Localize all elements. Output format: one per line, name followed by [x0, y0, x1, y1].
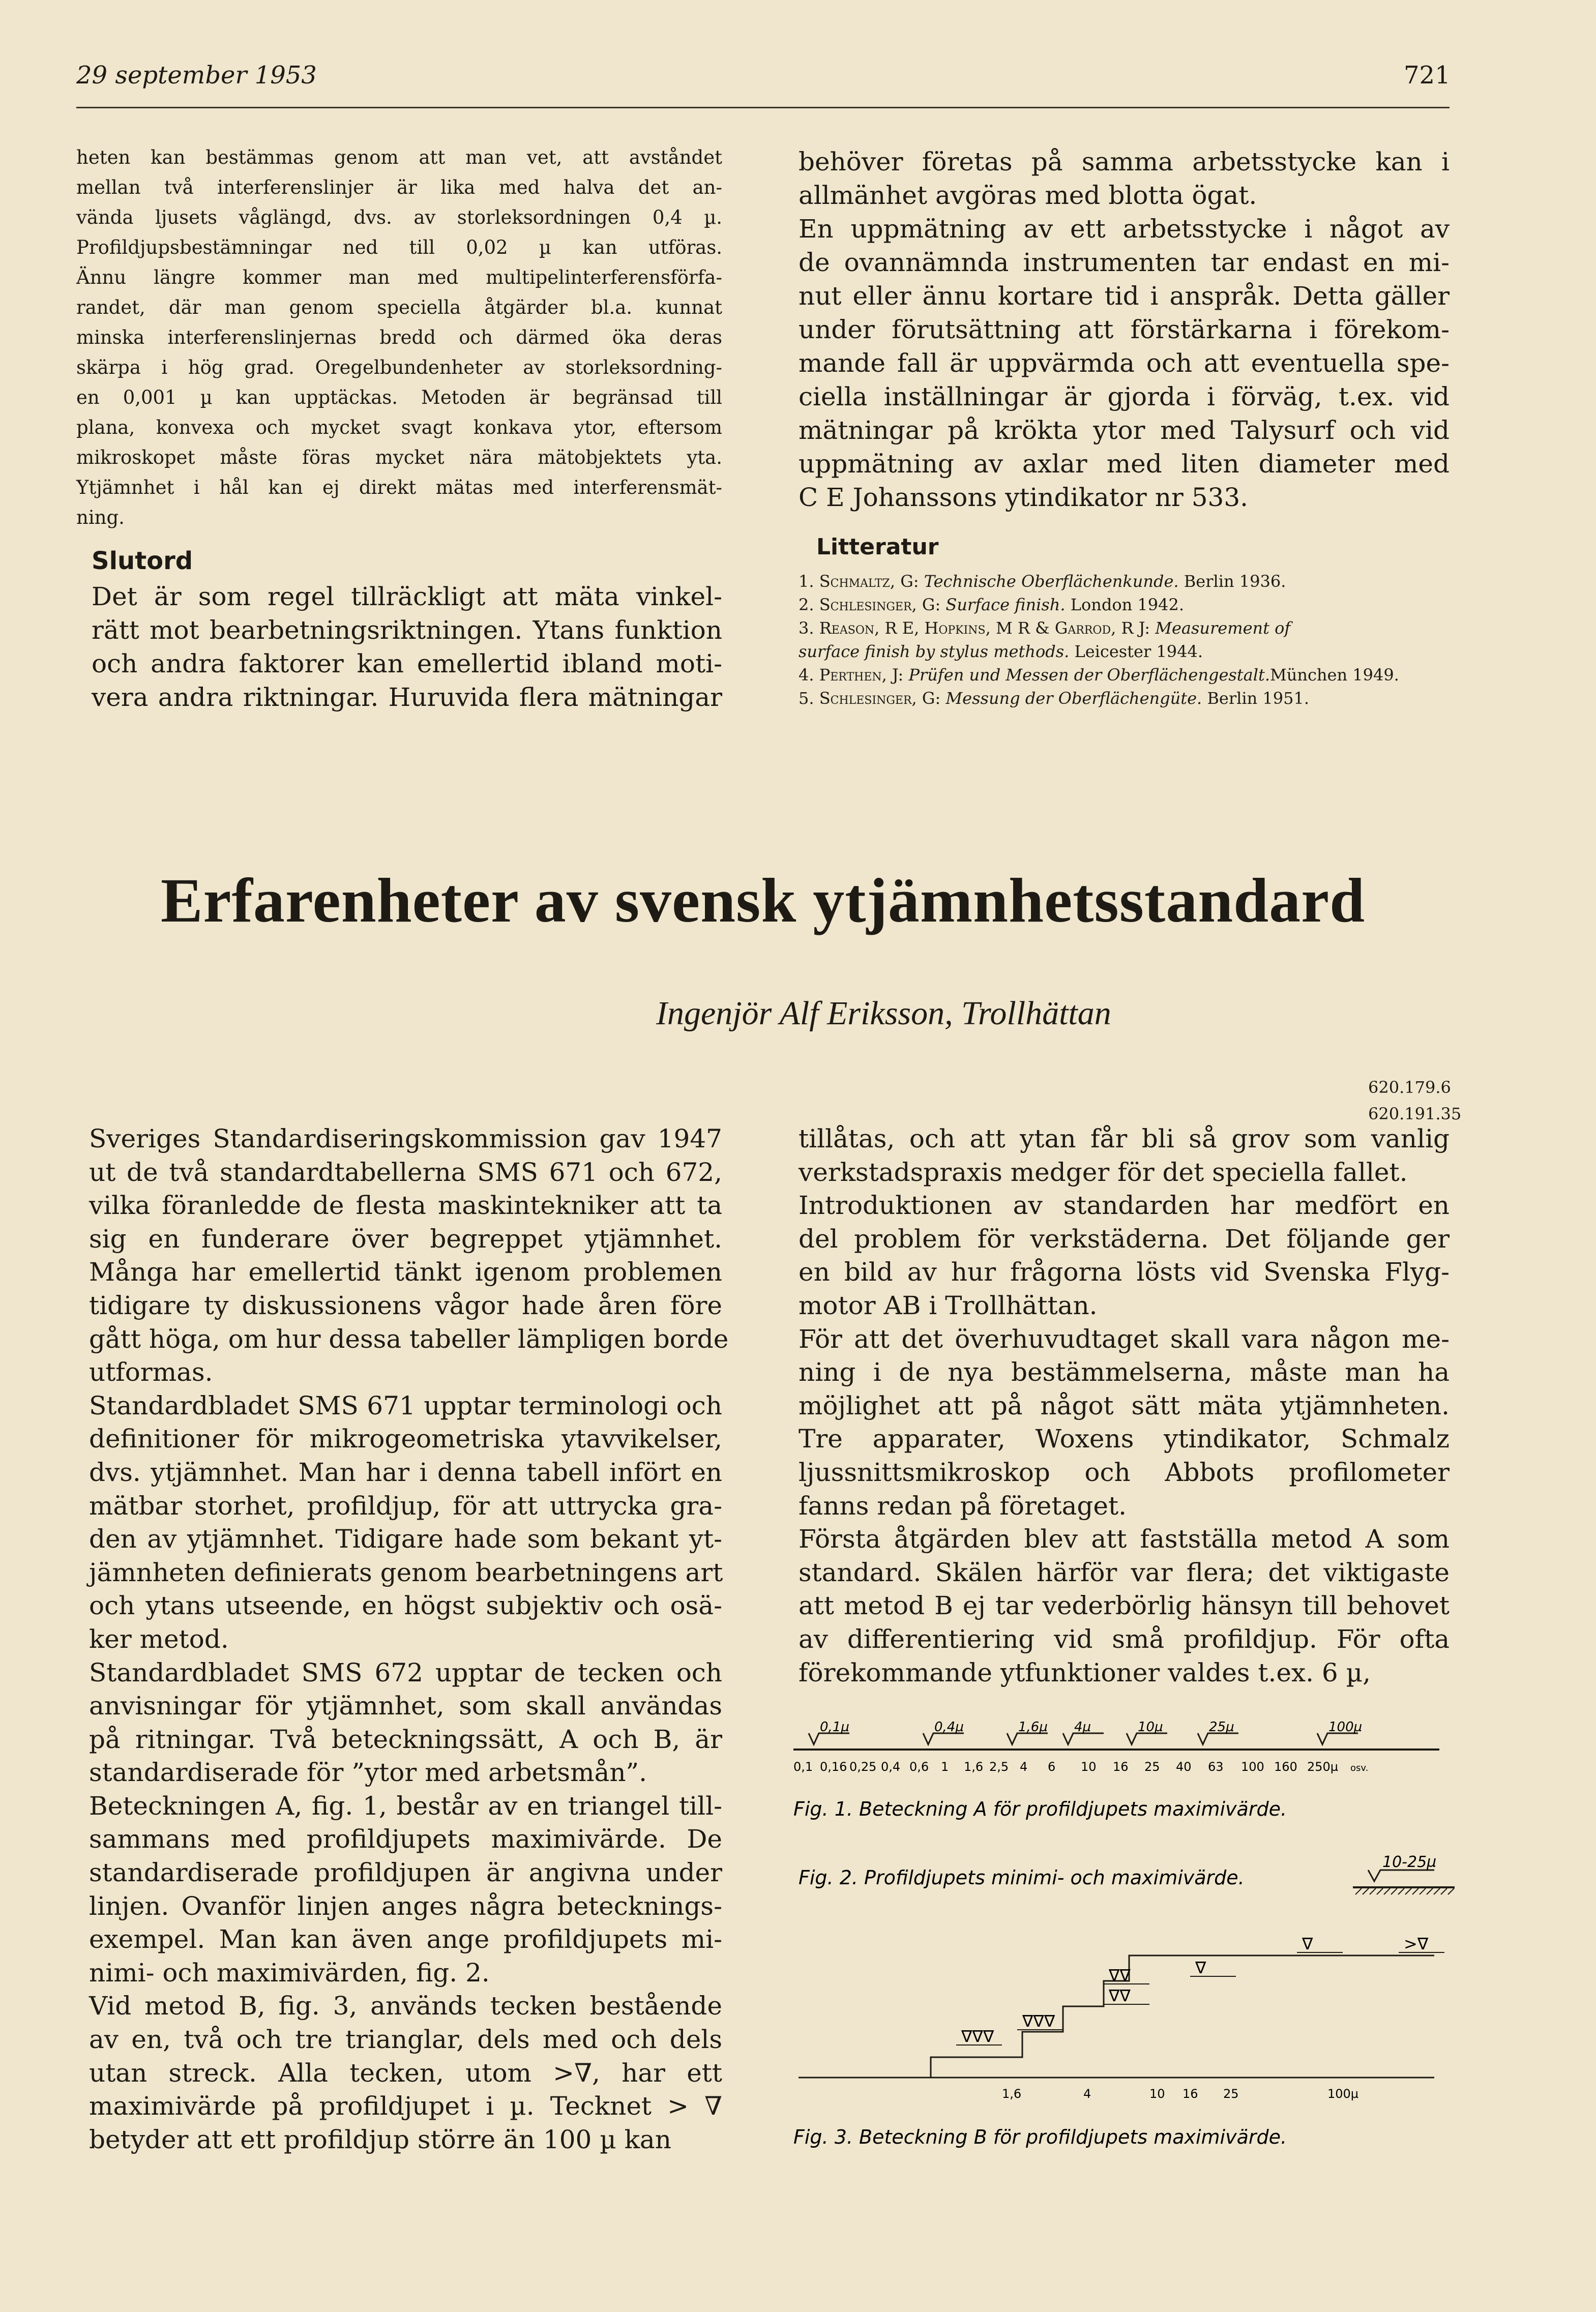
text-line: vera andra riktningar. Huruvida flera mätningar: [92, 683, 722, 712]
slutord-paragraph: [92, 580, 722, 714]
surface-symbol-icon: [1368, 1870, 1434, 1881]
surface-symbol-icon: [1198, 1733, 1238, 1744]
surface-symbol-icon: [809, 1733, 849, 1744]
fig3-scale-label: 10: [1149, 2087, 1165, 2101]
fig1-scale-label: 160: [1274, 1760, 1297, 1774]
reference-item: 4. Perthen, J: Prüfen und Messen der Oberflächengestalt.München 1949.: [799, 665, 1399, 685]
fig1-symbol: [1063, 1720, 1104, 1744]
fig1-scale-label: 1: [941, 1760, 949, 1774]
fig3-symbol-text: ∇∇∇: [1022, 2011, 1055, 2031]
text-line: förekommande ytfunktioner valdes t.ex. 6 µ,: [799, 1657, 1371, 1687]
fig3-scale-label: 1,6: [1002, 2087, 1022, 2101]
fig3-symbol: [1017, 2011, 1063, 2031]
udc-classification: [1368, 1074, 1462, 1127]
text-line: nut eller ännu kortare tid i anspråk. Detta gäller: [799, 281, 1450, 311]
text-line: mikroskopet måste föras mycket nära mätobjektets yta.: [76, 447, 722, 468]
fig3-symbol-text: ∇∇∇: [961, 2027, 994, 2046]
surface-symbol-icon: [1127, 1733, 1167, 1744]
fig1-scale-label: 63: [1208, 1760, 1224, 1774]
text-line: verkstadspraxis medger för det speciella fallet.: [799, 1157, 1408, 1187]
fig2-caption: Fig. 2. Profildjupets minimi- och maximivärde.: [799, 1866, 1245, 1889]
fig3-scale-label: 25: [1223, 2087, 1239, 2101]
hatch-line: [1370, 1888, 1376, 1894]
fig3-scale-label: 100µ: [1327, 2087, 1359, 2101]
hatch-line: [1420, 1888, 1426, 1894]
fig1-symbol-label: 25µ: [1209, 1720, 1234, 1735]
fig1-scale-label: 0,16: [820, 1760, 847, 1774]
fig1-scale-label: 0,6: [909, 1760, 929, 1774]
running-header-date: 29 september 1953: [76, 61, 317, 90]
reference-item: 1. Schmaltz, G: Technische Oberflächenkunde. Berlin 1936.: [799, 572, 1286, 591]
text-line: ciella inställningar är gjorda i förväg, t.ex. vid: [799, 382, 1450, 411]
text-line: exempel. Man kan även ange profildjupets mi-: [89, 1924, 722, 1954]
fig3-caption: Fig. 3. Beteckning B för profildjupets maximivärde.: [793, 2126, 1287, 2148]
fig3-symbol: [1399, 1934, 1444, 1953]
text-line: definitioner för mikrogeometriska ytavvikelser,: [89, 1424, 722, 1454]
article-column-1: [89, 1122, 729, 2156]
fig3-scale-label: 16: [1183, 2087, 1198, 2101]
text-line: Profildjupsbestämningar ned till 0,02 µ kan utföras.: [76, 236, 722, 258]
text-line: Många har emellertid tänkt igenom problemen: [89, 1257, 722, 1287]
hatch-line: [1427, 1888, 1433, 1894]
fig1-caption: Fig. 1. Beteckning A för profildjupets maximivärde.: [793, 1798, 1287, 1820]
text-line: betyder att ett profildjup större än 100 µ kan: [89, 2124, 671, 2154]
text-line: den av ytjämnhet. Tidigare hade som bekant yt-: [89, 1524, 722, 1554]
text-line: utformas.: [89, 1357, 213, 1387]
fig1-symbol-label: 4µ: [1074, 1720, 1091, 1735]
text-line: dvs. ytjämnhet. Man har i denna tabell infört en: [89, 1457, 722, 1487]
text-line: Standardbladet SMS 671 upptar terminologi och: [89, 1390, 722, 1420]
fig1-symbol: [1198, 1720, 1238, 1744]
text-line: och andra faktorer kan emellertid ibland moti-: [92, 649, 722, 678]
text-line: allmänhet avgöras med blotta ögat.: [799, 181, 1257, 210]
text-line: nimi- och maximivärden, fig. 2.: [89, 1958, 490, 1988]
fig1-scale-label: 10: [1081, 1760, 1097, 1774]
text-line: Beteckningen A, fig. 1, består av en triangel till-: [89, 1791, 722, 1821]
text-line: under förutsättning att förstärkarna i förekom-: [799, 315, 1450, 344]
fig2-symbol: [1353, 1853, 1455, 1894]
fig1-symbol-label: 0,4µ: [934, 1720, 964, 1735]
text-line: sammans med profildjupets maximivärde. De: [89, 1824, 722, 1854]
figure-2: [793, 1849, 1465, 1905]
article-column-2: [799, 1122, 1450, 1689]
text-line: mande fall är uppvärmda och att eventuella spe-: [799, 348, 1450, 378]
text-line: och ytans utseende, en högst subjektiv och osä-: [89, 1591, 722, 1621]
fig1-scale-label: 0,25: [849, 1760, 877, 1774]
hatch-line: [1448, 1888, 1454, 1894]
text-line: tillåtas, och att ytan får bli så grov som vanlig: [799, 1124, 1450, 1153]
hatch-line: [1405, 1888, 1411, 1894]
surface-symbol-icon: [923, 1733, 964, 1744]
fig3-symbol: [1297, 1934, 1343, 1953]
fig1-symbol-label: 0,1µ: [820, 1720, 849, 1735]
text-line: en 0,001 µ kan upptäckas. Metoden är begränsad till: [76, 387, 722, 408]
fig3-staircase: [931, 1955, 1434, 2078]
fig3-symbol: [1190, 1958, 1236, 1977]
fig1-symbol-label: 100µ: [1328, 1720, 1363, 1735]
fig1-scale-label: 4: [1020, 1760, 1028, 1774]
text-line: standard. Skälen härför var flera; det viktigaste: [799, 1557, 1450, 1587]
text-line: linjen. Ovanför linjen anges några betecknings-: [89, 1891, 722, 1921]
previous-article-column-1: [76, 142, 722, 532]
text-line: behöver företas på samma arbetsstycke kan i: [799, 147, 1450, 176]
fig1-symbol-label: 10µ: [1138, 1720, 1163, 1735]
hatch-line: [1355, 1888, 1362, 1894]
fig3-symbol: [956, 2027, 1002, 2046]
surface-hatch: [1355, 1888, 1454, 1894]
text-line: motor AB i Trollhättan.: [799, 1290, 1098, 1320]
fig3-symbols: [956, 1934, 1444, 2046]
text-line: C E Johanssons ytindikator nr 533.: [799, 483, 1249, 512]
slutord-heading: Slutord: [92, 547, 193, 575]
hatch-line: [1434, 1888, 1440, 1894]
text-line: sig en funderare över begreppet ytjämnhet.: [89, 1224, 722, 1254]
litteratur-heading: Litteratur: [816, 534, 939, 560]
text-line: jämnheten definierats genom bearbetningens art: [89, 1557, 723, 1587]
text-line: randet, där man genom speciella åtgärder bl.a. kunnat: [76, 297, 722, 318]
text-line: ljussnittsmikroskop och Abbots profilometer: [799, 1457, 1450, 1487]
text-line: anvisningar för ytjämnhet, som skall användas: [89, 1691, 722, 1721]
header-rule: [76, 107, 1450, 108]
udc-code: 620.179.6: [1368, 1078, 1451, 1097]
fig1-symbol: [1007, 1720, 1048, 1744]
reference-item: 3. Reason, R E, Hopkins, M R & Garrod, R J: Measurement of: [799, 618, 1291, 638]
text-line: uppmätning av axlar med liten diameter med: [799, 449, 1450, 479]
text-line: gått höga, om hur dessa tabeller lämpligen borde: [89, 1324, 729, 1354]
text-line: maximivärde på profildjupet i µ. Tecknet > ∇: [89, 2091, 722, 2121]
surface-symbol-icon: [1317, 1733, 1358, 1744]
text-line: en bild av hur frågorna lösts vid Svenska Flyg-: [799, 1257, 1450, 1287]
article-title: Erfarenheter av svensk ytjämnhetsstandard: [160, 866, 1366, 935]
fig1-scale-label: 6: [1048, 1760, 1056, 1774]
text-line: plana, konvexa och mycket svagt konkava ytor, eftersom: [76, 417, 722, 438]
fig1-scale-label: 40: [1176, 1760, 1192, 1774]
udc-code: 620.191.35: [1368, 1104, 1462, 1123]
text-line: Standardbladet SMS 672 upptar de tecken och: [89, 1657, 722, 1687]
fig3-symbol-text: ∇∇: [1109, 1986, 1131, 2005]
text-line: rätt mot bearbetningsriktningen. Ytans funktion: [92, 615, 722, 645]
fig3-symbol: [1104, 1986, 1149, 2005]
text-line: mätningar på krökta ytor med Talysurf och vid: [799, 416, 1450, 445]
hatch-line: [1363, 1888, 1369, 1894]
fig3-scale: [1002, 2087, 1358, 2101]
hatch-line: [1391, 1888, 1397, 1894]
hatch-line: [1441, 1888, 1447, 1894]
text-line: heten kan bestämmas genom att man vet, att avståndet: [76, 146, 722, 168]
fig3-symbol-text: ∇∇: [1109, 1966, 1131, 1985]
fig1-scale-label: 250µ: [1307, 1760, 1339, 1774]
text-line: Det är som regel tillräckligt att mäta vinkel-: [92, 582, 722, 611]
fig1-symbol: [923, 1720, 964, 1744]
text-line: mätbar storhet, profildjup, för att uttrycka gra-: [89, 1491, 722, 1521]
text-line: på ritningar. Två beteckningssätt, A och B, är: [89, 1724, 722, 1754]
text-line: tidigare ty diskussionens vågor hade åren före: [89, 1290, 722, 1320]
previous-article-column-2: [799, 145, 1450, 514]
hatch-line: [1377, 1888, 1383, 1894]
text-line: En uppmätning av ett arbetsstycke i något av: [799, 214, 1450, 244]
text-line: För att det överhuvudtaget skall vara någon me-: [799, 1324, 1450, 1354]
fig3-scale-label: 4: [1083, 2087, 1091, 2101]
text-line: mellan två interferenslinjer är lika med halva det an-: [76, 176, 722, 198]
reference-list: [799, 570, 1455, 710]
text-line: Vid metod B, fig. 3, används tecken bestående: [89, 1991, 722, 2021]
text-line: av en, två och tre trianglar, dels med och dels: [89, 2025, 722, 2055]
text-line: standardiserade profildjupen är angivna under: [89, 1858, 722, 1888]
fig1-scale-label: osv.: [1350, 1763, 1369, 1773]
fig2-range-label: 10-25µ: [1382, 1853, 1437, 1871]
fig1-scale-label: 1,6: [964, 1760, 984, 1774]
article-author: Ingenjör Alf Eriksson, Trollhättan: [656, 995, 1111, 1032]
text-line: Tre apparater, Woxens ytindikator, Schmalz: [799, 1424, 1450, 1454]
hatch-line: [1398, 1888, 1404, 1894]
surface-symbol-icon: [1007, 1733, 1048, 1744]
fig1-scale-label: 100: [1241, 1760, 1264, 1774]
text-line: de ovannämnda instrumenten tar endast en mi-: [799, 248, 1450, 277]
reference-item: 5. Schlesinger, G: Messung der Oberflächengüte. Berlin 1951.: [799, 689, 1309, 708]
fig1-symbol: [1127, 1720, 1167, 1744]
fig3-symbol-text: ∇: [1195, 1958, 1206, 1977]
text-line: ker metod.: [89, 1624, 229, 1654]
surface-symbol-icon: [1063, 1733, 1104, 1744]
hatch-line: [1384, 1888, 1390, 1894]
text-line: möjlighet att på något sätt mäta ytjämnheten.: [799, 1390, 1450, 1420]
text-line: vända ljusets våglängd, dvs. av storleksordningen 0,4 µ.: [76, 206, 722, 228]
fig1-scale-label: 2,5: [989, 1760, 1009, 1774]
text-line: del problem för verkstäderna. Det följande ger: [799, 1224, 1450, 1254]
text-line: utan streck. Alla tecken, utom >∇, har ett: [89, 2058, 722, 2088]
text-line: av differentiering vid små profildjup. För ofta: [799, 1624, 1450, 1654]
fig3-symbol-text: >∇: [1404, 1934, 1429, 1953]
figure-1: [793, 1719, 1465, 1851]
fig1-symbol: [809, 1720, 849, 1744]
fig1-scale-label: 25: [1144, 1760, 1160, 1774]
reference-item-continued: surface finish by stylus methods. Leicester 1944.: [799, 642, 1203, 661]
text-line: Sveriges Standardiseringskommission gav 1947: [89, 1124, 722, 1153]
reference-item: 2. Schlesinger, G: Surface finish. London 1942.: [799, 595, 1184, 614]
fig3-symbol: [1104, 1966, 1149, 1985]
text-line: Första åtgärden blev att fastställa metod A som: [799, 1524, 1450, 1554]
text-line: Ytjämnhet i hål kan ej direkt mätas med interferensmät-: [76, 477, 722, 498]
text-line: att metod B ej tar vederbörlig hänsyn till behovet: [799, 1591, 1450, 1621]
text-line: skärpa i hög grad. Oregelbundenheter av storleksordning-: [76, 357, 722, 378]
text-line: ut de två standardtabellerna SMS 671 och 672,: [89, 1157, 722, 1187]
fig3-symbol-text: ∇: [1302, 1934, 1313, 1953]
text-line: ning.: [76, 507, 125, 528]
fig1-scale: [793, 1760, 1368, 1774]
text-line: Introduktionen av standarden har medfört en: [799, 1191, 1450, 1221]
text-line: standardiserade för ”ytor med arbetsmån”.: [89, 1758, 647, 1788]
text-line: ning i de nya bestämmelserna, måste man ha: [799, 1357, 1450, 1387]
page-number: 721: [1404, 61, 1451, 90]
fig1-symbol-label: 1,6µ: [1018, 1720, 1048, 1735]
fig1-scale-label: 0,4: [881, 1760, 901, 1774]
figure-3: [793, 1905, 1465, 2169]
text-line: vilka föranledde de flesta maskintekniker att ta: [89, 1191, 722, 1221]
fig1-symbol: [1317, 1720, 1362, 1744]
fig1-examples: [809, 1720, 1362, 1744]
text-line: Ännu längre kommer man med multipelinterferensförfa-: [76, 266, 722, 288]
fig1-scale-label: 0,1: [793, 1760, 813, 1774]
text-line: minska interferenslinjernas bredd och därmed öka deras: [76, 327, 722, 348]
fig1-scale-label: 16: [1113, 1760, 1129, 1774]
hatch-line: [1412, 1888, 1418, 1894]
text-line: fanns redan på företaget.: [799, 1491, 1127, 1521]
